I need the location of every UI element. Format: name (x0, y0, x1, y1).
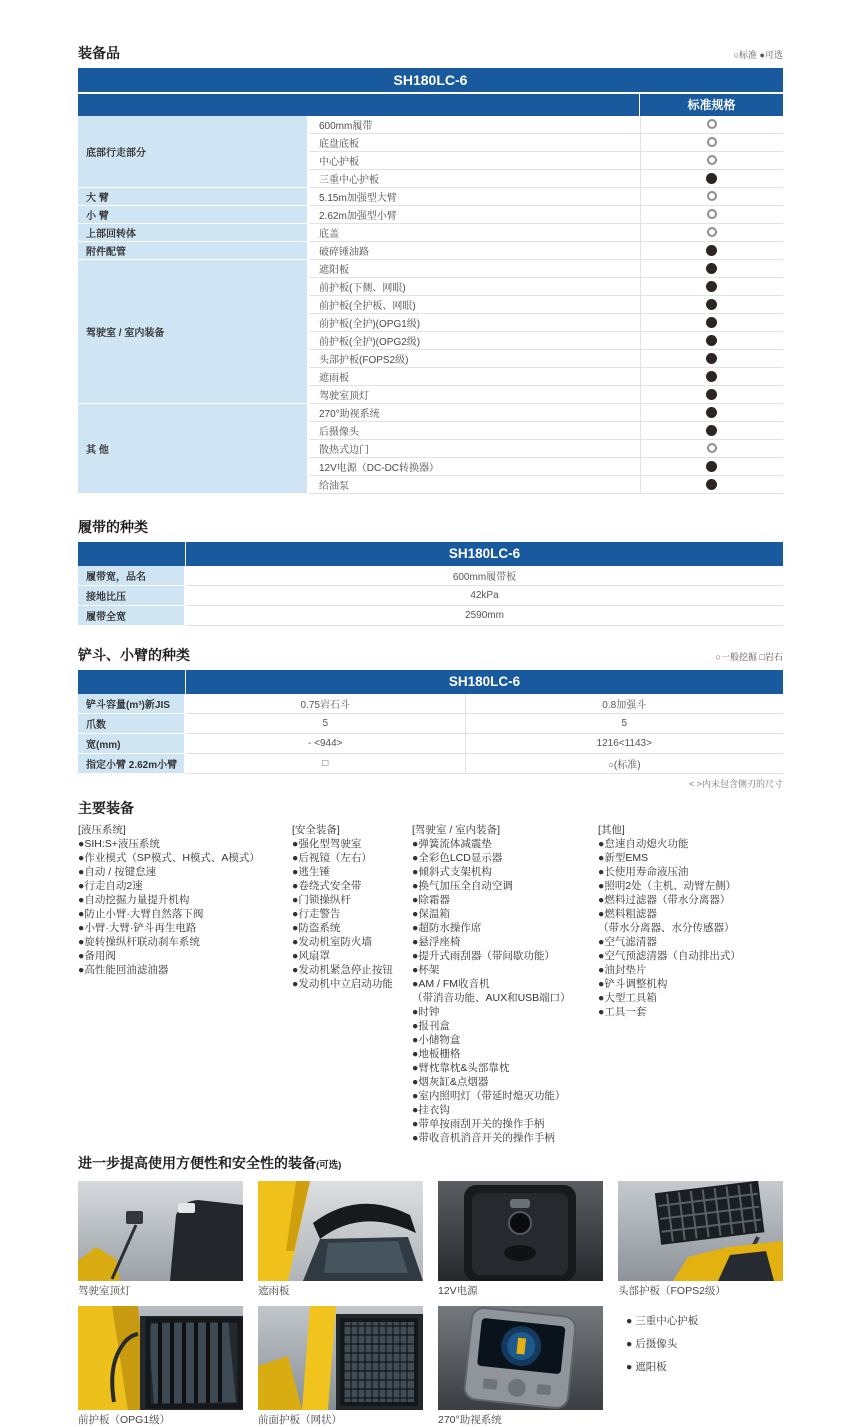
equipment-list-item: ●作业模式（SP模式、H模式、A模式） (78, 852, 260, 864)
equipment-list-item: ●除霜器 (412, 894, 450, 906)
status-cell (640, 260, 783, 278)
column-header: [液压系统] (78, 824, 126, 836)
category-cell: 上部回转体 (78, 224, 308, 242)
item-cell: 散热式边门 (308, 440, 640, 458)
status-cell (640, 170, 783, 188)
equipment-list-item: ●空气预滤清器（自动排出式） (598, 950, 741, 962)
item-cell: 遮阳板 (308, 260, 640, 278)
equipment-model-header: SH180LC-6 (78, 68, 783, 92)
row-label: 履带宽，品名 (78, 566, 185, 586)
equipment-subheader-spacer (78, 94, 639, 116)
equipment-list-item: ●发动机中立启动功能 (292, 978, 393, 990)
optional-bullet-item: ● 后摄像头 (626, 1338, 678, 1350)
row-value: - <944> (185, 734, 465, 754)
photo-caption: 前护板（OPG1级） (78, 1414, 171, 1426)
status-dot (707, 137, 717, 147)
page-content (78, 0, 783, 1427)
equipment-list-item: ●臂枕靠枕&头部靠枕 (412, 1062, 510, 1074)
equipment-list-item: （带消音功能、AUX和USB端口） (412, 992, 571, 1004)
item-cell: 驾驶室顶灯 (308, 386, 640, 404)
equipment-list-item: ●室内照明灯（带延时熄灭功能） (412, 1090, 566, 1102)
equipment-list-item: ●自动挖掘力量提升机构 (78, 894, 190, 906)
optional-title-row (78, 1157, 783, 1175)
item-cell: 底盖 (308, 224, 640, 242)
equipment-list-item: ●行走自动2速 (78, 880, 143, 892)
photo-head-guard-image (618, 1181, 783, 1281)
photo-12v-power-image (438, 1181, 603, 1281)
status-dot (706, 281, 717, 292)
equipment-list-item: ●后视镜（左右） (292, 852, 372, 864)
equipment-list-item: ●保温箱 (412, 908, 450, 920)
equipment-list-item: ●弹簧流体减震垫 (412, 838, 492, 850)
status-cell (640, 422, 783, 440)
equipment-list-item: ●燃料过滤器（带水分离器） (598, 894, 731, 906)
equipment-list-item: ●发动机紧急停止按钮 (292, 964, 393, 976)
item-cell: 中心护板 (308, 152, 640, 170)
equipment-list-item: ●小储物盒 (412, 1034, 461, 1046)
photo-front-guard-mesh-image (258, 1306, 423, 1410)
equipment-title-row (78, 44, 783, 62)
item-cell: 270°助视系统 (308, 404, 640, 422)
equipment-list-item: ●超防水操作席 (412, 922, 482, 934)
equipment-list (78, 837, 292, 977)
item-cell: 破碎锤油路 (308, 242, 640, 260)
status-dot (706, 173, 717, 184)
item-cell: 前护板(全护)(OPG2级) (308, 332, 640, 350)
bucket-model-label: SH180LC-6 (448, 674, 521, 689)
row-value: 0.8加强斗 (465, 694, 783, 714)
equipment-list-item: ●全彩色LCD显示器 (412, 852, 503, 864)
track-header-spacer (78, 542, 186, 566)
row-label: 爪数 (78, 714, 185, 734)
equipment-title: 装备品 (78, 45, 120, 61)
category-cell: 大 臂 (78, 188, 308, 206)
photo-caption: 头部护板（FOPS2级） (618, 1285, 726, 1297)
photo-caption: 前面护板（网状） (258, 1414, 342, 1426)
track-table (78, 566, 783, 626)
table-row (78, 606, 783, 626)
photo-cell (258, 1306, 423, 1427)
row-value: 5 (465, 714, 783, 734)
status-cell (640, 116, 783, 134)
equipment-list-item: ●高性能回油滤油器 (78, 964, 169, 976)
equipment-list-item: ●卷绕式安全带 (292, 880, 362, 892)
category-cell: 小 臂 (78, 206, 308, 224)
row-value: 0.75岩石斗 (185, 694, 465, 714)
column-header: [安全装备] (292, 824, 340, 836)
equipment-list-item: ●燃料粗滤器 (598, 908, 657, 920)
equipment-list-item: ●长使用寿命液压油 (598, 866, 689, 878)
table-row (78, 116, 783, 134)
photo-caption: 270°助视系统 (438, 1414, 502, 1426)
column-header: [其他] (598, 824, 625, 836)
photo-270-view-system-image (438, 1306, 603, 1410)
equipment-column-other (598, 823, 783, 1145)
equipment-list-item: ●照明2处（主机、动臂左侧） (598, 880, 737, 892)
status-dot (706, 335, 717, 346)
equipment-list (292, 837, 412, 991)
equipment-list-item: ●强化型驾驶室 (292, 838, 362, 850)
photo-rain-visor-image (258, 1181, 423, 1281)
row-value: 5 (185, 714, 465, 734)
item-cell: 2.62m加强型小臂 (308, 206, 640, 224)
equipment-list-item: ●换气加压全自动空调 (412, 880, 513, 892)
equipment-list-item: ●挂衣钩 (412, 1104, 450, 1116)
row-value: ○(标准) (465, 754, 783, 774)
status-cell (640, 134, 783, 152)
equipment-spec-header: 标准规格 (639, 94, 783, 116)
status-cell (640, 296, 783, 314)
status-dot (707, 227, 717, 237)
status-cell (640, 206, 783, 224)
status-dot (706, 407, 717, 418)
equipment-list-item: ●带单按雨刮开关的操作手柄 (412, 1118, 545, 1130)
status-dot (706, 245, 717, 256)
photo-caption: 12V电源 (438, 1285, 478, 1297)
status-cell (640, 242, 783, 260)
item-cell: 遮雨板 (308, 368, 640, 386)
status-dot (706, 263, 717, 274)
equipment-list-item: ●空气滤清器 (598, 936, 657, 948)
equipment-list (412, 837, 598, 1145)
equipment-list-item: ●防盗系统 (292, 922, 341, 934)
category-cell: 其 他 (78, 404, 308, 494)
equipment-list-item: ●新型EMS (598, 852, 649, 864)
status-cell (640, 476, 783, 494)
equipment-list-item: ●时钟 (412, 1006, 440, 1018)
equipment-list-item: ●发动机室防火墙 (292, 936, 372, 948)
equipment-legend: ○标准 ●可选 (733, 50, 783, 60)
equipment-list-item: ●工具一套 (598, 1006, 647, 1018)
equipment-list-item: ●带收音机消音开关的操作手柄 (412, 1132, 555, 1144)
equipment-list-item: ●行走警告 (292, 908, 341, 920)
main-equipment-title-row (78, 799, 783, 817)
row-label: 指定小臂 2.62m小臂 (78, 754, 185, 774)
status-dot (706, 389, 717, 400)
photo-caption: 驾驶室顶灯 (78, 1285, 131, 1297)
row-value: 2590mm (185, 606, 783, 626)
status-dot (707, 443, 717, 453)
track-model-header (78, 542, 783, 566)
equipment-list-item: （带水分离器、水分传感器） (598, 922, 735, 934)
item-cell: 底盘底板 (308, 134, 640, 152)
bucket-legend: ○一般挖掘 □岩石 (715, 652, 783, 662)
equipment-table (78, 116, 783, 494)
equipment-list-item: ●旋转操纵杆联动刹车系统 (78, 936, 200, 948)
status-cell (640, 224, 783, 242)
status-dot (706, 461, 717, 472)
row-label: 铲斗容量(m³)新JIS (78, 694, 185, 714)
photo-cell (78, 1306, 243, 1427)
equipment-column-safety (292, 823, 412, 1145)
status-cell (640, 458, 783, 476)
track-title: 履带的种类 (78, 519, 148, 535)
table-row (78, 242, 783, 260)
table-row (78, 694, 783, 714)
status-cell (640, 350, 783, 368)
equipment-list-item: ●门锁操纵杆 (292, 894, 351, 906)
equipment-column-hydraulic (78, 823, 292, 1145)
status-cell (640, 440, 783, 458)
track-title-row (78, 518, 783, 536)
item-cell: 头部护板(FOPS2级) (308, 350, 640, 368)
main-equipment-title: 主要装备 (78, 800, 134, 816)
optional-bullet-item: ● 三重中心护板 (626, 1315, 699, 1327)
table-row (78, 754, 783, 774)
table-row (78, 206, 783, 224)
photo-front-guard-opg1-image (78, 1306, 243, 1410)
status-cell (640, 386, 783, 404)
equipment-list-item: ●大型工具箱 (598, 992, 657, 1004)
photo-cell (78, 1181, 243, 1298)
equipment-list-item: ●怠速自动熄火功能 (598, 838, 689, 850)
photo-cell (438, 1306, 603, 1427)
equipment-list-item: ●防止小臂·大臂自然落下阀 (78, 908, 204, 920)
table-row (78, 260, 783, 278)
bucket-title-row (78, 646, 783, 664)
main-equipment-columns (78, 823, 783, 1145)
equipment-list-item: ●SIH:S+液压系统 (78, 838, 160, 850)
equipment-column-cab (412, 823, 598, 1145)
table-row (78, 586, 783, 606)
optional-bullet-list (618, 1306, 776, 1427)
equipment-list-item: ●悬浮座椅 (412, 936, 461, 948)
status-dot (707, 209, 717, 219)
table-row (78, 404, 783, 422)
category-cell: 附件配管 (78, 242, 308, 260)
category-cell: 底部行走部分 (78, 116, 308, 188)
item-cell: 前护板(下侧、网眼) (308, 278, 640, 296)
table-row (78, 734, 783, 754)
equipment-list-item: ●风扇罩 (292, 950, 330, 962)
status-cell (640, 368, 783, 386)
row-value: □ (185, 754, 465, 774)
item-cell: 5.15m加强型大臂 (308, 188, 640, 206)
status-dot (706, 353, 717, 364)
bucket-table (78, 694, 783, 774)
bucket-model-header (78, 670, 783, 694)
equipment-list-item: ●提升式雨刮器（带间歇功能） (412, 950, 555, 962)
item-cell: 600mm履带 (308, 116, 640, 134)
optional-bullet-item: ● 遮阳板 (626, 1361, 667, 1373)
table-row (78, 188, 783, 206)
status-dot (707, 155, 717, 165)
status-dot (706, 425, 717, 436)
bucket-header-spacer (78, 670, 186, 694)
row-value: 1216<1143> (465, 734, 783, 754)
category-cell: 驾驶室 / 室内装备 (78, 260, 308, 404)
table-row (78, 224, 783, 242)
optional-title-text: 进一步提高使用方便性和安全性的装备 (78, 1155, 316, 1171)
item-cell: 三重中心护板 (308, 170, 640, 188)
photo-cell (618, 1181, 783, 1298)
item-cell: 前护板(全护板、网眼) (308, 296, 640, 314)
equipment-list-item: ●杯架 (412, 964, 440, 976)
equipment-list-item: ●自动 / 按键怠速 (78, 866, 157, 878)
photo-caption: 遮雨板 (258, 1285, 290, 1297)
table-row (78, 566, 783, 586)
status-dot (706, 371, 717, 382)
equipment-subheader (78, 94, 783, 116)
equipment-list-item: ●备用阀 (78, 950, 116, 962)
status-cell (640, 404, 783, 422)
photo-row-2 (78, 1306, 783, 1427)
equipment-list-item: ●地板栅格 (412, 1048, 461, 1060)
optional-title-suffix: (可选) (316, 1160, 342, 1171)
track-model-label: SH180LC-6 (448, 546, 521, 561)
item-cell: 前护板(全护)(OPG1级) (308, 314, 640, 332)
status-dot (707, 191, 717, 201)
status-dot (707, 119, 717, 129)
item-cell: 给油泵 (308, 476, 640, 494)
row-value: 42kPa (185, 586, 783, 606)
status-dot (706, 317, 717, 328)
item-cell: 12V电源（DC-DC转换器） (308, 458, 640, 476)
equipment-list-item: ●铲斗调整机构 (598, 978, 668, 990)
photo-cell (258, 1181, 423, 1298)
column-header: [驾驶室 / 室内装备] (412, 824, 501, 836)
photo-row-1 (78, 1181, 783, 1298)
equipment-list (598, 837, 783, 1019)
equipment-list-item: ●AM / FM收音机 (412, 978, 490, 990)
equipment-list-item: ●倾斜式支架机构 (412, 866, 492, 878)
row-label: 接地比压 (78, 586, 185, 606)
status-cell (640, 188, 783, 206)
row-label: 宽(mm) (78, 734, 185, 754)
status-cell (640, 152, 783, 170)
status-dot (706, 299, 717, 310)
photo-cab-top-light-image (78, 1181, 243, 1281)
bucket-title: 铲斗、小臂的种类 (78, 647, 190, 663)
equipment-list-item: ●逃生锤 (292, 866, 330, 878)
equipment-list-item: ●油封垫片 (598, 964, 647, 976)
equipment-list-item: ●烟灰缸&点烟器 (412, 1076, 489, 1088)
equipment-list-item: ●报刊盒 (412, 1020, 450, 1032)
item-cell: 后摄像头 (308, 422, 640, 440)
table-row (78, 714, 783, 734)
status-cell (640, 314, 783, 332)
equipment-list-item: ●小臂·大臂·铲斗再生电路 (78, 922, 197, 934)
status-cell (640, 278, 783, 296)
status-dot (706, 479, 717, 490)
row-label: 履带全宽 (78, 606, 185, 626)
status-cell (640, 332, 783, 350)
bucket-footnote: < >内未包含侧刃的尺寸 (688, 779, 783, 789)
row-value: 600mm履带板 (185, 566, 783, 586)
optional-title (78, 1154, 341, 1175)
photo-cell (438, 1181, 603, 1298)
